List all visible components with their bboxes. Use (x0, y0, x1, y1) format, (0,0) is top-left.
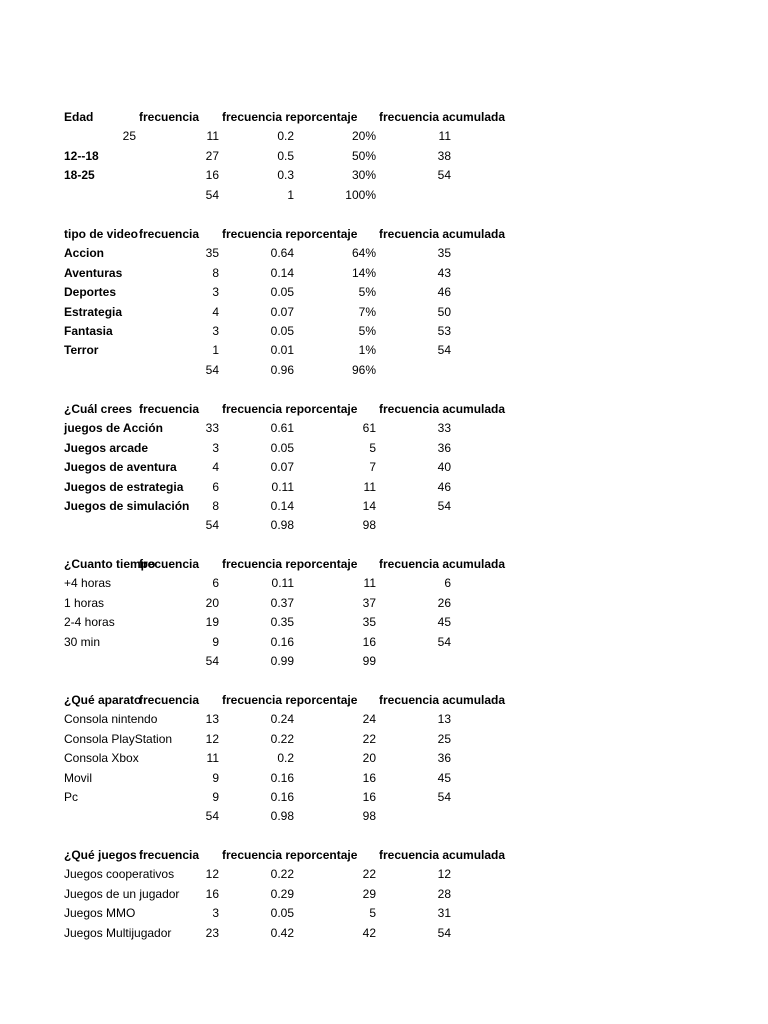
table-header-row (0, 846, 768, 865)
row-frecuencia-relativa: 0.29 (270, 886, 294, 901)
row-label: Juegos Multijugador (64, 925, 172, 940)
row-frecuencia-relativa: 0.61 (270, 421, 294, 436)
table-header-row (0, 108, 768, 127)
row-frecuencia-acumulada: 54 (437, 925, 451, 940)
row-label: Juegos de estrategia (64, 479, 184, 494)
total-row[interactable] (0, 807, 768, 826)
row-frecuencia: 1 (212, 343, 219, 358)
row-frecuencia-relativa: 0.42 (270, 925, 294, 940)
header-frecuencia-acumulada: frecuencia acumulada (379, 227, 506, 241)
table-header-row (0, 225, 768, 244)
row-label: 30 min (64, 634, 101, 649)
header-frecuencia: frecuencia (139, 402, 200, 416)
total-frecuencia-relativa: 0.98 (270, 809, 294, 824)
row-frecuencia: 12 (205, 867, 219, 882)
row-frecuencia-acumulada: 35 (437, 246, 451, 261)
table-row[interactable] (0, 419, 768, 438)
row-frecuencia: 19 (205, 615, 219, 630)
row-frecuencia-acumulada: 11 (438, 129, 451, 144)
row-porcentaje: 5 (369, 906, 376, 921)
row-frecuencia-relativa: 0.5 (277, 148, 294, 163)
row-porcentaje: 7% (358, 304, 376, 319)
row-porcentaje: 16 (362, 789, 376, 804)
table-row[interactable] (0, 574, 768, 593)
row-porcentaje: 14 (362, 498, 376, 513)
row-frecuencia-relativa: 0.14 (270, 498, 294, 513)
table-row[interactable] (0, 865, 768, 884)
row-porcentaje: 16 (362, 770, 376, 785)
row-frecuencia-acumulada: 54 (437, 789, 451, 804)
header-label: Edad (64, 110, 94, 124)
row-frecuencia-relativa: 0.3 (277, 168, 294, 183)
row-frecuencia-relativa: 0.07 (270, 460, 294, 475)
row-frecuencia: 23 (205, 925, 219, 940)
row-porcentaje: 37 (362, 595, 376, 610)
header-frecuencia-acumulada: frecuencia acumulada (379, 693, 506, 707)
header-frecuencia: frecuencia (139, 693, 200, 707)
row-frecuencia: 11 (206, 751, 219, 766)
total-frecuencia: 54 (205, 362, 219, 377)
row-porcentaje: 24 (362, 712, 376, 727)
row-frecuencia: 16 (205, 168, 219, 183)
table-row[interactable] (0, 788, 768, 807)
table-row[interactable] (0, 749, 768, 768)
header-frecuencia-relativa-porcentaje: frecuencia reporcentaje (222, 402, 358, 416)
table-row[interactable] (0, 303, 768, 322)
total-row[interactable] (0, 186, 768, 205)
table-row[interactable] (0, 478, 768, 497)
table-header-row (0, 691, 768, 710)
row-label: Juegos de aventura (64, 460, 177, 475)
row-porcentaje: 5% (358, 323, 376, 338)
row-frecuencia-relativa: 0.22 (270, 731, 294, 746)
row-frecuencia-acumulada: 25 (437, 731, 451, 746)
row-frecuencia-relativa: 0.14 (270, 265, 294, 280)
table-section (0, 108, 768, 205)
row-frecuencia-relativa: 0.05 (270, 440, 294, 455)
total-row[interactable] (0, 516, 768, 535)
table-row[interactable] (0, 497, 768, 516)
row-label: Juegos de simulación (64, 498, 190, 513)
total-row[interactable] (0, 652, 768, 671)
row-porcentaje: 61 (362, 421, 376, 436)
row-label: 12--18 (64, 148, 99, 163)
table-row[interactable] (0, 458, 768, 477)
row-frecuencia-acumulada: 45 (437, 770, 451, 785)
row-frecuencia-acumulada: 45 (437, 615, 451, 630)
table-section (0, 846, 768, 943)
table-row[interactable] (0, 283, 768, 302)
row-porcentaje: 7 (369, 460, 376, 475)
header-frecuencia: frecuencia (139, 848, 200, 862)
row-frecuencia-acumulada: 54 (437, 168, 451, 183)
row-label: Aventuras (64, 265, 123, 280)
header-frecuencia-acumulada: frecuencia acumulada (379, 110, 506, 124)
row-frecuencia: 11 (206, 129, 219, 144)
total-frecuencia: 54 (205, 809, 219, 824)
row-frecuencia: 9 (212, 770, 219, 785)
row-porcentaje: 11 (363, 576, 376, 591)
row-porcentaje: 20 (362, 751, 376, 766)
row-frecuencia-acumulada: 13 (437, 712, 451, 727)
row-label: 1 horas (64, 595, 105, 610)
row-label: 2-4 horas (64, 615, 115, 630)
table-row[interactable] (0, 769, 768, 788)
row-frecuencia-relativa: 0.01 (270, 343, 294, 358)
row-frecuencia: 6 (212, 576, 219, 591)
row-label: Estrategia (64, 304, 123, 319)
row-porcentaje: 14% (351, 265, 376, 280)
total-frecuencia-relativa: 1 (287, 187, 294, 202)
row-porcentaje: 22 (362, 731, 376, 746)
row-frecuencia-relativa: 0.2 (277, 751, 294, 766)
row-frecuencia-acumulada: 31 (437, 906, 451, 921)
header-frecuencia-relativa-porcentaje: frecuencia reporcentaje (222, 848, 358, 862)
row-frecuencia-acumulada: 54 (437, 343, 451, 358)
table-row[interactable] (0, 613, 768, 632)
row-frecuencia-acumulada: 54 (437, 498, 451, 513)
row-frecuencia-acumulada: 53 (437, 323, 451, 338)
total-row[interactable] (0, 361, 768, 380)
row-frecuencia: 4 (212, 460, 219, 475)
total-porcentaje: 99 (362, 653, 376, 668)
row-frecuencia: 3 (212, 323, 219, 338)
row-frecuencia-acumulada: 46 (437, 479, 451, 494)
total-frecuencia-relativa: 0.98 (270, 518, 294, 533)
row-porcentaje: 35 (362, 615, 376, 630)
row-frecuencia-relativa: 0.07 (270, 304, 294, 319)
table-section (0, 400, 768, 536)
row-frecuencia-relativa: 0.35 (270, 615, 294, 630)
row-frecuencia-relativa: 0.16 (270, 789, 294, 804)
row-frecuencia-relativa: 0.64 (270, 246, 294, 261)
row-porcentaje: 16 (362, 634, 376, 649)
row-frecuencia: 9 (212, 634, 219, 649)
table-row[interactable] (0, 904, 768, 923)
row-label: Consola nintendo (64, 712, 158, 727)
table-row[interactable] (0, 264, 768, 283)
total-porcentaje: 100% (345, 187, 376, 202)
row-frecuencia-relativa: 0.05 (270, 906, 294, 921)
row-frecuencia: 3 (212, 285, 219, 300)
row-label: Movil (64, 770, 93, 785)
header-frecuencia: frecuencia (139, 557, 200, 571)
table-section (0, 691, 768, 827)
table-row[interactable] (0, 924, 768, 943)
header-frecuencia-relativa-porcentaje: frecuencia reporcentaje (222, 693, 358, 707)
row-porcentaje: 1% (358, 343, 376, 358)
row-frecuencia-acumulada: 43 (437, 265, 451, 280)
table-row[interactable] (0, 730, 768, 749)
row-frecuencia: 8 (212, 265, 219, 280)
header-frecuencia-relativa-porcentaje: frecuencia reporcentaje (222, 110, 358, 124)
row-label: Deportes (64, 285, 117, 300)
row-frecuencia-acumulada: 36 (437, 440, 451, 455)
header-label: ¿Qué aparato (64, 693, 142, 707)
row-label: Juegos cooperativos (64, 867, 175, 882)
row-frecuencia: 3 (212, 440, 219, 455)
row-frecuencia-relativa: 0.2 (277, 129, 294, 144)
table-header-row (0, 555, 768, 574)
total-frecuencia: 54 (205, 653, 219, 668)
table-row[interactable] (0, 633, 768, 652)
row-frecuencia-relativa: 0.16 (270, 770, 294, 785)
row-frecuencia-acumulada: 40 (437, 460, 451, 475)
row-frecuencia-relativa: 0.05 (270, 323, 294, 338)
row-frecuencia-acumulada: 46 (437, 285, 451, 300)
row-label: Accion (64, 246, 105, 261)
row-value-edad: 25 (122, 129, 136, 144)
table-row[interactable] (0, 166, 768, 185)
row-frecuencia: 33 (205, 421, 219, 436)
row-label: +4 horas (64, 576, 112, 591)
header-label: tipo de video (64, 227, 139, 241)
row-porcentaje: 22 (362, 867, 376, 882)
row-label: Terror (64, 343, 99, 358)
row-frecuencia: 13 (205, 712, 219, 727)
row-label: Consola Xbox (64, 751, 139, 766)
row-frecuencia-acumulada: 26 (437, 595, 451, 610)
row-frecuencia-acumulada: 12 (437, 867, 451, 882)
table-row[interactable] (0, 244, 768, 263)
header-frecuencia-relativa-porcentaje: frecuencia reporcentaje (222, 227, 358, 241)
row-frecuencia-relativa: 0.16 (270, 634, 294, 649)
total-porcentaje: 98 (362, 809, 376, 824)
total-frecuencia-relativa: 0.99 (270, 653, 294, 668)
row-label: Fantasia (64, 323, 113, 338)
row-frecuencia-acumulada: 38 (437, 148, 451, 163)
row-porcentaje: 42 (362, 925, 376, 940)
header-label: ¿Cuál crees (64, 402, 133, 416)
table-row[interactable] (0, 885, 768, 904)
row-porcentaje: 5% (358, 285, 376, 300)
row-frecuencia: 3 (212, 906, 219, 921)
row-frecuencia-relativa: 0.11 (271, 479, 294, 494)
header-frecuencia-acumulada: frecuencia acumulada (379, 402, 506, 416)
header-label: ¿Qué juegos (64, 848, 137, 862)
row-frecuencia: 16 (205, 886, 219, 901)
row-frecuencia: 6 (212, 479, 219, 494)
row-frecuencia-relativa: 0.37 (270, 595, 294, 610)
row-frecuencia: 27 (205, 148, 219, 163)
row-porcentaje: 5 (369, 440, 376, 455)
table-header-row (0, 400, 768, 419)
total-frecuencia: 54 (205, 518, 219, 533)
row-label: Juegos arcade (64, 440, 149, 455)
row-frecuencia: 8 (212, 498, 219, 513)
table-row[interactable] (0, 127, 768, 146)
row-porcentaje: 20% (351, 129, 376, 144)
row-porcentaje: 29 (362, 886, 376, 901)
table-row[interactable] (0, 710, 768, 729)
table-section (0, 555, 768, 671)
row-label: juegos de Acción (64, 421, 163, 436)
row-label: Pc (64, 789, 79, 804)
row-frecuencia: 12 (205, 731, 219, 746)
row-frecuencia: 4 (212, 304, 219, 319)
row-label: Consola PlayStation (64, 731, 173, 746)
row-frecuencia: 35 (205, 246, 219, 261)
row-frecuencia: 20 (205, 595, 219, 610)
table-row[interactable] (0, 594, 768, 613)
row-frecuencia-relativa: 0.11 (271, 576, 294, 591)
header-frecuencia-acumulada: frecuencia acumulada (379, 848, 506, 862)
table-row[interactable] (0, 341, 768, 360)
row-frecuencia-acumulada: 33 (437, 421, 451, 436)
row-frecuencia-acumulada: 50 (437, 304, 451, 319)
row-frecuencia-relativa: 0.22 (270, 867, 294, 882)
row-frecuencia-acumulada: 6 (444, 576, 451, 591)
header-frecuencia-relativa-porcentaje: frecuencia reporcentaje (222, 557, 358, 571)
row-frecuencia-acumulada: 28 (437, 886, 451, 901)
total-porcentaje: 98 (362, 518, 376, 533)
row-porcentaje: 50% (351, 148, 376, 163)
header-label: ¿Cuanto tiempo (64, 557, 156, 571)
total-porcentaje: 96% (351, 362, 376, 377)
header-frecuencia-acumulada: frecuencia acumulada (379, 557, 506, 571)
row-porcentaje: 30% (351, 168, 376, 183)
total-frecuencia-relativa: 0.96 (270, 362, 294, 377)
total-frecuencia: 54 (205, 187, 219, 202)
row-porcentaje: 11 (363, 479, 376, 494)
row-frecuencia-relativa: 0.24 (270, 712, 294, 727)
header-frecuencia: frecuencia (139, 110, 200, 124)
table-row[interactable] (0, 147, 768, 166)
header-frecuencia: frecuencia (139, 227, 200, 241)
row-frecuencia-relativa: 0.05 (270, 285, 294, 300)
table-row[interactable] (0, 439, 768, 458)
row-label: Juegos de un jugador (64, 886, 180, 901)
table-section (0, 225, 768, 380)
row-label: Juegos MMO (64, 906, 136, 921)
row-porcentaje: 64% (351, 246, 376, 261)
table-row[interactable] (0, 322, 768, 341)
row-frecuencia: 9 (212, 789, 219, 804)
row-label: 18-25 (64, 168, 95, 183)
row-frecuencia-acumulada: 54 (437, 634, 451, 649)
row-frecuencia-acumulada: 36 (437, 751, 451, 766)
